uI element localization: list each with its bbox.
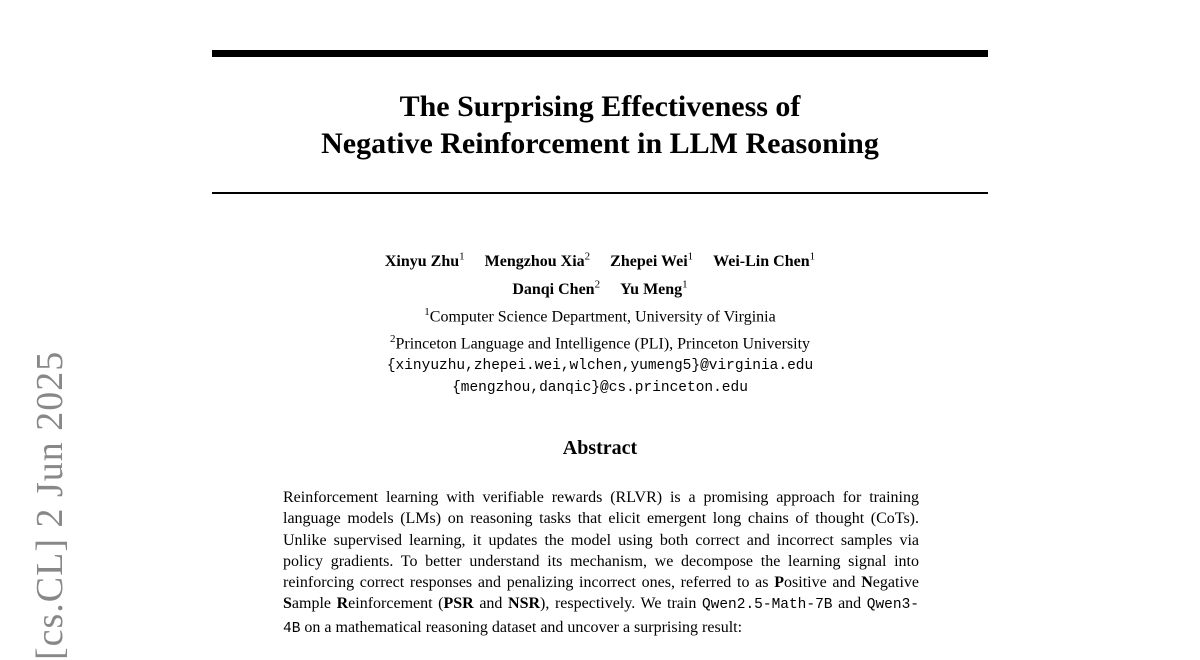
author: Zhepei Wei$^1$ <box>610 251 694 271</box>
author-block <box>212 246 988 399</box>
affiliation: $^2$Princeton Language and Intelligence (PLI), Princeton University <box>389 332 811 353</box>
author: Mengzhou Xia$^2$ <box>484 251 591 271</box>
paper-title <box>212 88 988 162</box>
author: Yu Meng$^1$ <box>620 278 688 298</box>
title-bottom-rule <box>212 192 988 194</box>
arxiv-side-stamp: [cs.CL] 2 Jun 2025 <box>29 350 71 660</box>
author-line-1 <box>212 246 988 273</box>
model-name: Qwen2.5-Math-7B <box>701 597 833 614</box>
author: Xinyu Zhu$^1$ <box>384 251 465 271</box>
abstract-heading: Abstract <box>562 437 638 459</box>
title-top-rule <box>212 50 988 57</box>
title-line-2: Negative Reinforcement in LLM Reasoning <box>321 127 879 160</box>
email-line: {xinyuzhu,zhepei.wei,wlchen,yumeng5}@virginia.edu <box>386 358 814 375</box>
email-line: {mengzhou,danqic}@cs.princeton.edu <box>452 380 748 397</box>
author: Danqi Chen$^2$ <box>512 278 601 298</box>
title-line-1: The Surprising Effectiveness of <box>399 90 801 123</box>
author: Wei-Lin Chen$^1$ <box>713 251 816 271</box>
affiliation: $^1$Computer Science Department, University of Virginia <box>424 305 776 325</box>
abstract-text: Reinforcement learning with verifiable rewards (RLVR) is a promising approach for training language models (LMs) on reasoning tasks that elicit emergent long chains of thought (CoTs). Unlike supervised learning, it updates the model using both correct and incorrect samples via policy gradients. To better understand its mechanism, we decompose the learning signal into reinforcing correct responses and penalizing incorrect ones, referred to as Positive and Negative Sample Reinforcement (PSR and NSR), respectively. We train Qwen2.5-Math-7B and Qwen3-4B on a mathematical reasoning dataset and uncover a surprising result: <box>283 489 919 637</box>
model-name: Qwen3-4B <box>283 597 919 637</box>
author-line-2 <box>212 273 988 300</box>
